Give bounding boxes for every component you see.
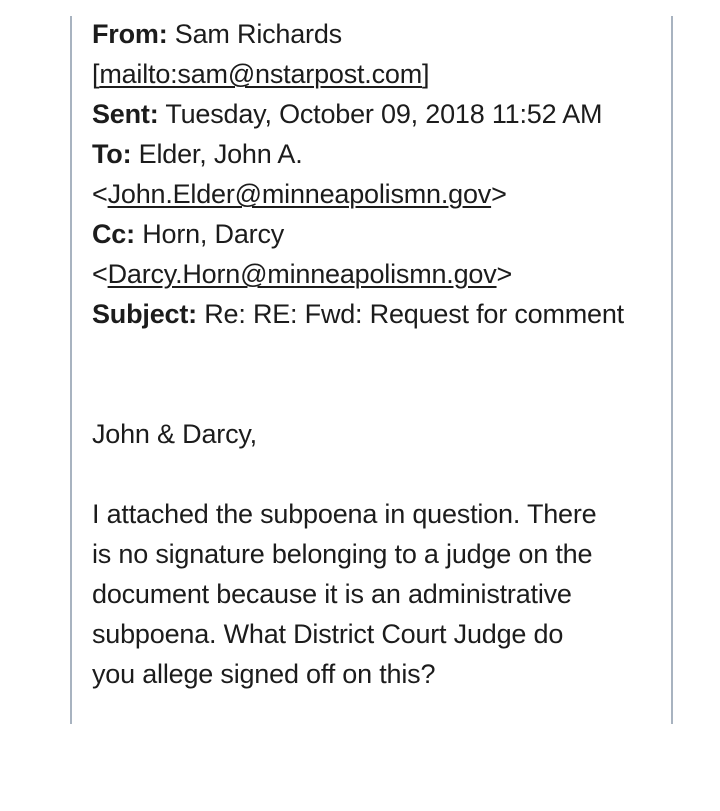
cc-open-angle: < bbox=[92, 259, 108, 289]
to-name: Elder, John A. bbox=[131, 139, 303, 169]
from-line bbox=[92, 14, 662, 54]
message-line: is no signature belonging to a judge on the bbox=[92, 539, 593, 569]
from-label: From: bbox=[92, 19, 168, 49]
to-open-angle: < bbox=[92, 179, 108, 209]
cc-email-line bbox=[92, 254, 662, 294]
header-body-spacer bbox=[92, 334, 662, 414]
to-line bbox=[92, 134, 662, 174]
from-mailto-link[interactable]: mailto:sam@nstarpost.com bbox=[99, 59, 423, 89]
cc-email-link[interactable]: Darcy.Horn@minneapolismn.gov bbox=[107, 259, 497, 289]
cc-close-angle: > bbox=[496, 259, 513, 289]
message-line: you allege signed off on this? bbox=[92, 659, 436, 689]
cc-name: Horn, Darcy bbox=[134, 219, 285, 249]
to-label: To: bbox=[92, 139, 132, 169]
greeting: John & Darcy, bbox=[92, 419, 257, 449]
message-paragraph bbox=[92, 494, 662, 694]
sent-value: Tuesday, October 09, 2018 11:52 AM bbox=[158, 99, 603, 129]
message-line: subpoena. What District Court Judge do bbox=[92, 619, 564, 649]
bracket-open: [ bbox=[92, 59, 100, 89]
message-line: document because it is an administrative bbox=[92, 579, 572, 609]
cc-label: Cc: bbox=[92, 219, 135, 249]
from-mailto-line bbox=[92, 54, 662, 94]
email-header-and-body bbox=[92, 14, 662, 694]
from-name: Sam Richards bbox=[167, 19, 342, 49]
cc-line bbox=[92, 214, 662, 254]
bracket-close: ] bbox=[422, 59, 430, 89]
to-close-angle: > bbox=[491, 179, 507, 209]
subject-line bbox=[92, 294, 662, 334]
subject-value: Re: RE: Fwd: Request for comment bbox=[196, 299, 624, 329]
to-email-link[interactable]: John.Elder@minneapolismn.gov bbox=[107, 179, 492, 209]
sent-label: Sent: bbox=[92, 99, 159, 129]
message-line: I attached the subpoena in question. There bbox=[92, 499, 597, 529]
subject-label: Subject: bbox=[92, 299, 197, 329]
to-email-line bbox=[92, 174, 662, 214]
sent-line bbox=[92, 94, 662, 134]
paragraph-spacer bbox=[92, 454, 662, 494]
